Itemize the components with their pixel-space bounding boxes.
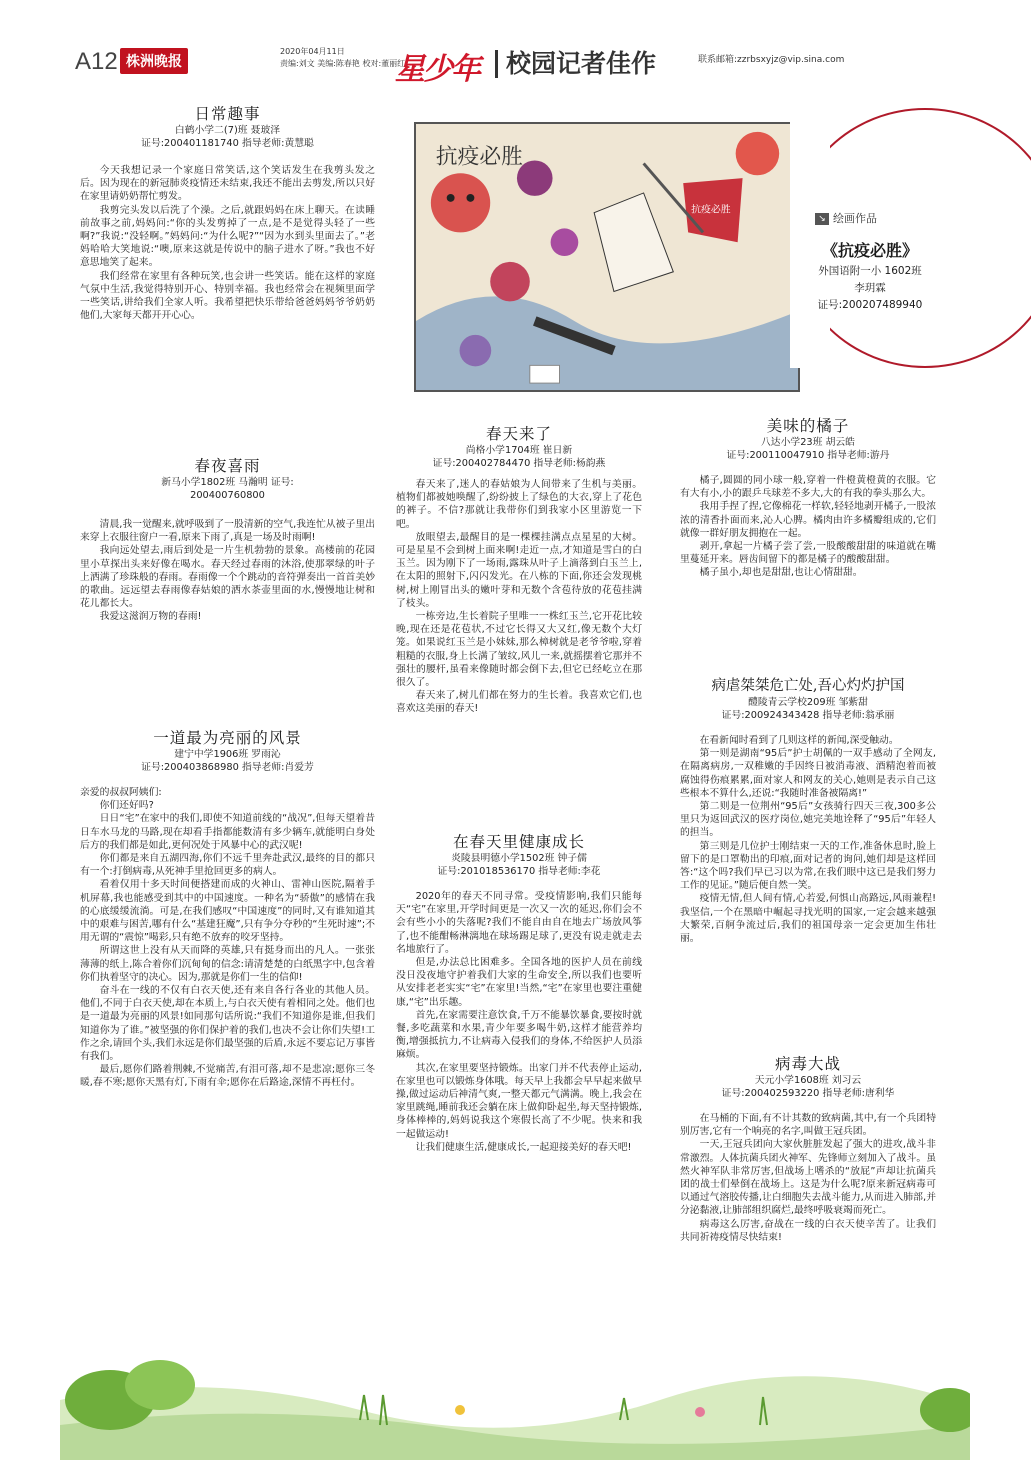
article-cert: 200400760800: [190, 490, 265, 501]
article-paragraph: 放眼望去,最醒目的是一棵棵挂满点点星星的大树。可是星星不会到树上面来啊!走近一点,才知道是雪白的白玉兰。因为刚下了一场雨,露珠从叶子上滴落到白玉兰上,在太阳的照射下,闪闪发光。在八栋的下面,你还会发现桃树,树上刚冒出头的嫩叶芽和无数个含苞待放的花苞挂满了枝头。: [396, 531, 642, 609]
artwork-id: 证号:200207489940: [817, 299, 923, 311]
article-byline: 新马小学1802班 马瀚明 证号:: [161, 477, 294, 488]
article-body: [80, 164, 375, 322]
editors-line: 责编:刘文 美编:陈春艳 校对:董丽红: [280, 59, 406, 68]
article-paragraph: 你们都是来自五湖四海,你们不远千里奔赴武汉,最终的目的都只有一个:打倒病毒,从死神手里抢回更多的病人。: [80, 853, 375, 878]
article-byline: 尚格小学1704班 崔日新: [465, 445, 573, 456]
article-paragraph: 病毒这么厉害,奋战在一线的白衣天使辛苦了。让我们共同祈祷疫情尽快结束!: [680, 1218, 936, 1243]
article-paragraph: 我们经常在家里有各种玩笑,也会讲一些笑话。能在这样的家庭气氛中生活,我觉得特别开心、特别幸福。我也经常会在视频里面学一些笑话,讲给我们全家人听。我希望把快乐带给爸爸妈妈爷爷奶奶他们,大家每天都开开心心。: [80, 270, 375, 322]
article-title: 病毒大战: [774, 1055, 841, 1073]
article-paragraph: 我向远处望去,雨后到处是一片生机勃勃的景象。高楼前的花园里小草探出头来好像在喝水。春天经过春雨的沐浴,使那翠绿的叶子上洒满了珍珠般的春雨。春雨像一个个跳动的音符弹奏出一首首美妙的歌曲。远远望去春雨像春姑娘的洒水茶壶里面的水,慢慢地让树和花儿都长大。: [80, 545, 375, 610]
article-cert: 证号:200403868980 指导老师:肖爱芳: [141, 762, 314, 773]
article-paragraph: 我爱这滋润万物的春雨!: [99, 611, 202, 623]
page-number: A12: [75, 48, 118, 75]
contact-email: 联系邮箱:zzrbsxyjz@vip.sina.com: [698, 55, 845, 65]
article-body: [80, 786, 375, 1090]
article-paragraph: 所谓这世上没有从天而降的英雄,只有挺身而出的凡人。一张张薄薄的纸上,陈合着你们沉甸甸的信念:请清楚楚的白纸黑字中,包含着你们执着坚守的决心。因为,那就是你们一生的信仰!: [80, 945, 375, 983]
newspaper-name: 株洲晚报: [120, 48, 188, 74]
article-title: 美味的橘子: [766, 417, 850, 435]
article-scenery: [80, 728, 375, 1090]
article-cert: 证号:200110047910 指导老师:游丹: [726, 450, 890, 461]
article-cert: 证号:200402784470 指导老师:杨韵燕: [432, 458, 606, 469]
article-title: 病虐桀桀危亡处,吾心灼灼护国: [711, 678, 905, 694]
article-byline: 天元小学1608班 刘习云: [754, 1075, 862, 1086]
flag-text: 抗疫必胜: [691, 204, 731, 216]
painting-illustration: [416, 124, 798, 390]
article-paragraph: 但是,办法总比困难多。全国各地的医护人员在前线没日没夜地守护着我们大家的生命安全,所以我们也要听从安排老老实实“宅”在家里!当然,“宅”在家里也要注重健康,“宅”出乐趣。: [396, 957, 642, 1008]
article-paragraph: 看着仅用十多天时间便搭建而成的火神山、雷神山医院,隔着手机屏幕,我也能感受到其中的中国速度。一种名为“骄傲”的感情在我的心底缓缓流淌。可是,在我们感叹“中国速度”的同时,又有谁知道其中的艰难与困苦,哪有什么“基建狂魔”,只有争分夺秒的“生死时速”;不用无谓的“震惊”喝彩,只有绝不放弃的咬牙坚持。: [80, 879, 375, 944]
article-paragraph: 让我们健康生活,健康成长,一起迎接美好的春天吧!: [415, 1141, 632, 1153]
article-body: [396, 478, 642, 716]
issue-date: 2020年04月11日: [280, 47, 345, 56]
article-paragraph: 亲爱的叔叔阿姨们:: [80, 787, 162, 798]
article-paragraph: 我剪完头发以后洗了个澡。之后,就跟妈妈在床上聊天。在读睡前故事之前,妈妈问:“你的头发剪掉了一点,是不是觉得头轻了一些啊?”我说:“没轻啊。”妈妈问:“为什么呢?”“因为水到头里面去了。”老妈哈哈大笑地说:“噢,原来这就是传说中的脑子进水了呀。”我也不好意思地笑了起来。: [80, 204, 375, 269]
article-healthy-growth: [396, 832, 642, 1154]
artwork-author: 李玥霖: [854, 282, 886, 294]
brand-logo: 星少年: [395, 52, 479, 87]
article-byline: 白鹤小学二(7)班 聂玻泽: [174, 125, 281, 136]
article-paragraph: 你们还好吗?: [99, 800, 154, 812]
article-paragraph: 一天,王冠兵团向大家伙脏脏发起了强大的进攻,战斗非常激烈。人体抗菌兵团火神军、先锋师立刻加入了战斗。虽然火神军队非常厉害,但战场上嗜杀的“放屁”声却让抗菌兵团的战士们晕倒在战场上。这是为什么呢?原来新冠病毒可以通过气溶胶传播,让白细胞失去战斗能力,从而进入肺部,并分泌黏液,让肺部组织腐烂,最终呼吸衰竭而死亡。: [680, 1139, 936, 1217]
article-spring-rain: [80, 456, 375, 624]
article-paragraph: 橘子虽小,却也是甜甜,也让心情甜甜。: [699, 567, 863, 579]
article-paragraph: 第二则是一位荆州“95后”女孩骑行四天三夜,300多公里只为返回武汉的医疗岗位,她完美地诠释了“95后”年轻人的担当。: [680, 801, 936, 839]
article-paragraph: 在看新闻时看到了几则这样的新闻,深受触动。: [699, 735, 899, 746]
article-byline: 八达小学23班 胡云皓: [761, 437, 855, 448]
article-paragraph: 今天我想记录一个家庭日常笑话,这个笑话发生在我剪头发之后。因为现在的新冠肺炎疫情还未结束,我还不能出去剪发,所以只好在家里请奶奶帮忙剪发。: [80, 165, 375, 203]
article-body: [680, 474, 936, 580]
artwork-tag: [815, 210, 877, 226]
article-paragraph: 首先,在家需要注意饮食,千万不能暴饮暴食,要按时就餐,多吃蔬菜和水果,青少年要多喝牛奶,这样才能营养均衡,增强抵抗力,不让病毒入侵我们的身体,不给医护人员添麻烦。: [396, 1009, 642, 1061]
article-paragraph: 日日“宅”在家中的我们,即使不知道前线的“战况”,但每天望着昔日车水马龙的马路,现在却看手指都能数清有多少辆车,就能明白身处后方的我们都是如此,更何况处于风暴中心的武汉呢!: [80, 813, 375, 851]
arrow-icon: ↘: [815, 213, 829, 225]
artwork-school: 外国语附一小 1602班: [818, 265, 922, 277]
article-paragraph: 最后,愿你们路着荆棘,不觉痛苦,有泪可落,却不是悲凉;愿你三冬暖,春不寒;愿你天黑有灯,下雨有伞;愿你在后路途,深情不再枉付。: [80, 1064, 375, 1089]
article-paragraph: 第一则是湖南“95后”护士胡佩的一双手感动了全网友,在隔离病房,一双稚嫩的手因终日被消毒液、酒精泡着而被腐蚀得伤痕累累,面对家人和网友的关心,她则是表示自己这些根本不算什么,还说:“我随时准备被隔离!”: [680, 748, 936, 799]
article-protect-nation: [680, 676, 936, 945]
article-body: [680, 734, 936, 945]
article-spring-comes: [396, 424, 642, 716]
article-cert: 证号:200401181740 指导老师:黄慧聪: [141, 138, 314, 149]
footer-grass-decoration: [60, 1340, 970, 1460]
article-orange: [680, 416, 936, 580]
article-paragraph: 春天来了,树儿们都在努力的生长着。我喜欢它们,也喜欢这美丽的春天!: [396, 690, 642, 715]
section-title: 校园记者佳作: [495, 50, 656, 78]
article-body: [80, 518, 375, 624]
article-cert: 证号:200924343428 指导老师:翁承丽: [721, 710, 895, 721]
artwork-caption: [805, 238, 935, 312]
article-virus-war: [680, 1054, 936, 1244]
article-title: 春天来了: [485, 425, 552, 443]
article-title: 日常趣事: [194, 105, 261, 123]
article-paragraph: 清晨,我一觉醒来,就呼吸到了一股清新的空气,我连忙从被子里出来穿上衣服往窗户一看,原来下雨了,真是一场及时雨啊!: [80, 519, 375, 544]
article-paragraph: 橘子,圆圆的同小球一般,穿着一件橙黄橙黄的衣服。它有大有小,小的跟乒乓球差不多大,大的有我的拳头那么大。: [680, 475, 936, 500]
painted-title: 抗疫必胜: [435, 144, 523, 170]
article-paragraph: 一栋旁边,生长着院子里唯一一株红玉兰,它开花比较晚,现在还是花苞状,不过它长得又大又红,像无数个大灯笼。如果说红玉兰是小妹妹,那么樟树就是老爷爷啦,穿着粗糙的衣服,身上长满了皱纹,风儿一来,就摇摆着它那并不强壮的腰杆,虽看来像随时都会倒下去,但它已经屹立在那很久了。: [396, 611, 642, 689]
article-byline: 建宁中学1906班 罗雨沁: [174, 749, 281, 760]
article-cert: 证号:201018536170 指导老师:李花: [437, 866, 601, 877]
artwork-title: 《抗疫必胜》: [821, 241, 918, 260]
article-paragraph: 疫情无情,但人间有情,心若爱,何惧山高路远,风雨兼程!我坚信,一个在黑暗中崛起寻找光明的国家,一定会越来越强大繁荣,百舸争流过后,我们的祖国母亲一定会更加生伟壮丽。: [680, 893, 936, 945]
article-paragraph: 春天来了,迷人的春姑娘为人间带来了生机与美丽。植物们都被她唤醒了,纷纷披上了绿色的大衣,穿上了花色的裤子。不信?那就让我带你们到我家小区里游览一下吧。: [396, 479, 642, 530]
article-body: [396, 890, 642, 1154]
page-header: [70, 40, 970, 90]
article-paragraph: 其次,在家里要坚持锻炼。出家门并不代表停止运动,在家里也可以锻炼身体哦。每天早上我都会早早起来做早操,做过运动后神清气爽,一整天都元气满满。晚上,我会在家里跳绳,睡前我还会躺在床上做仰卧起坐,每天坚持锻炼,身体棒棒的,妈妈说我这个寒假长高了不少呢。快来和我一起做运动!: [396, 1062, 642, 1140]
article-daily-fun: [80, 104, 375, 322]
article-paragraph: 奋斗在一线的不仅有白衣天使,还有来自各行各业的其他人员。他们,不同于白衣天使,却在本质上,与白衣天使有着相同之处。他们也是一道最为亮丽的风景!如同那句话所说:“我们不知道你是谁,但我们知道你为了谁。”被坚强的你们保护着的我们,也决不会让你们失望!工作之余,请回个头,我们永远是你们最坚强的后盾,永远不要忘记万事皆有我们。: [80, 985, 375, 1063]
article-paragraph: 第三则是几位护士刚结束一天的工作,准备休息时,脸上留下的是口罩勒出的印痕,面对记者的询问,她们却是这样回答:“这个吗?我们早已习以为常,在我们眼中这已是我们努力工作的见证。”随后便自然一笑。: [680, 840, 936, 892]
artwork-tag-label: 绘画作品: [833, 212, 877, 225]
article-paragraph: 2020年的春天不同寻常。受疫情影响,我们只能每天“宅”在家里,开学时间更是一次又一次的延迟,你们会不会有些小小的失落呢?我们不能自由自在地去广场放风筝了,也不能酣畅淋漓地在球场踢足球了,更没有说走就走去名地旅行了。: [396, 891, 642, 955]
article-title: 在春天里健康成长: [452, 833, 585, 851]
article-byline: 醴陵青云学校209班 邹紫甜: [748, 697, 868, 708]
article-paragraph: 我用手捏了捏,它像棉花一样软,轻轻地剥开橘子,一股浓浓的清香扑面而来,沁人心脾。橘肉由许多橘瓣组成的,它们就像一群好朋友拥抱在一起。: [680, 501, 936, 539]
painting-image: [414, 122, 800, 392]
article-title: 一道最为亮丽的风景: [153, 729, 302, 747]
article-title: 春夜喜雨: [194, 457, 261, 475]
article-body: [680, 1112, 936, 1244]
article-paragraph: 剥开,拿起一片橘子尝了尝,一股酸酸甜甜的味道就在嘴里蔓延开来。唇齿间留下的都是橘子的酸酸甜甜。: [680, 541, 936, 566]
article-byline: 炎陵县明德小学1502班 钟子儒: [451, 853, 587, 864]
article-paragraph: 在马桶的下面,有不计其数的致病菌,其中,有一个兵团特别厉害,它有一个响亮的名字,叫做王冠兵团。: [680, 1113, 936, 1138]
article-cert: 证号:200402593220 指导老师:唐利华: [721, 1088, 895, 1099]
